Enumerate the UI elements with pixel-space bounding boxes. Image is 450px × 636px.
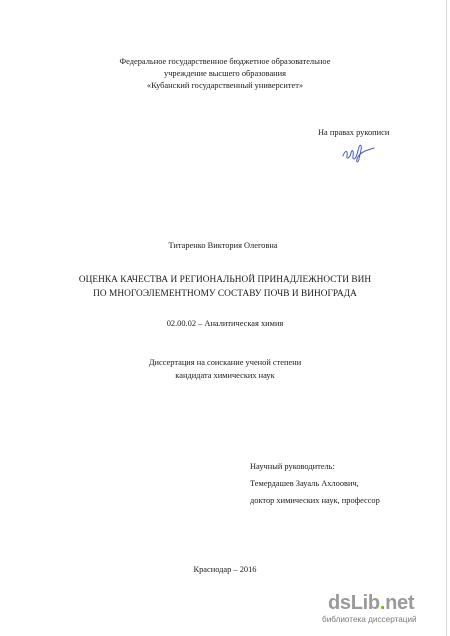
degree-line-1: Диссертация на соискание ученой степени (148, 358, 302, 367)
signature-image (341, 142, 377, 164)
supervisor-name: Темердашев Зауаль Ахлоович, (250, 479, 359, 488)
dslib-watermark (322, 592, 438, 630)
institution-line-1: Федеральное государственное бюджетное образовательное (119, 57, 331, 66)
institution-line-2: учреждение высшего образования (164, 69, 286, 78)
degree-line-2: кандидата химических наук (175, 371, 275, 380)
supervisor-label: Научный руководитель: (250, 462, 335, 471)
supervisor-credentials: доктор химических наук, профессор (250, 496, 380, 505)
title-line-2: ПО МНОГОЭЛЕМЕНТНОМУ СОСТАВУ ПОЧВ И ВИНОГРАДА (93, 289, 357, 299)
page-edge (446, 0, 447, 636)
place-year: Краснодар – 2016 (193, 565, 257, 574)
specialty: 02.00.02 – Аналитическая химия (166, 319, 284, 328)
author-name: Титаренко Виктория Олеговна (168, 241, 278, 250)
dslib-tagline: библиотека диссертаций (322, 615, 417, 624)
title-line-1: ОЦЕНКА КАЧЕСТВА И РЕГИОНАЛЬНОЙ ПРИНАДЛЕЖНОСТИ ВИН (78, 275, 372, 285)
manuscript-note: На правах рукописи (318, 128, 390, 137)
institution-line-3: «Кубанский государственный университет» (146, 81, 304, 90)
dslib-logo: dsLib.net (328, 592, 415, 614)
